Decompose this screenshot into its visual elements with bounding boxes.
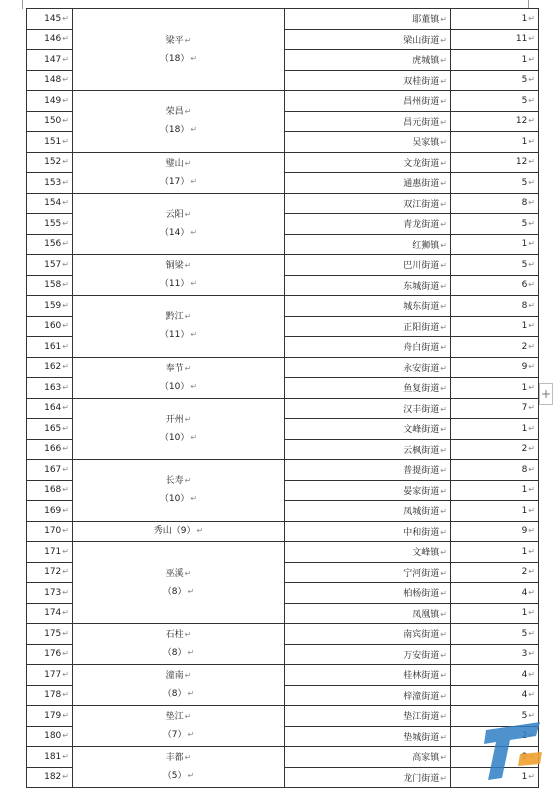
count-cell[interactable]: 1↵ — [451, 9, 539, 30]
town-cell[interactable]: 吴家镇↵ — [285, 132, 451, 153]
county-cell[interactable]: 巫溪↵ （8）↵ — [73, 542, 285, 624]
row-number-cell[interactable]: 182↵ — [27, 767, 73, 788]
table-row — [27, 152, 539, 173]
county-cell[interactable]: 梁平↵ （18）↵ — [73, 9, 285, 91]
county-cell[interactable]: 黔江↵ （11）↵ — [73, 296, 285, 358]
row-number-cell[interactable]: 158↵ — [27, 275, 73, 296]
town-cell[interactable]: 双桂街道↵ — [285, 70, 451, 91]
county-name: 巫溪 — [165, 568, 184, 579]
count-cell[interactable]: 1↵ — [451, 767, 539, 788]
town-cell[interactable]: 桂林街道↵ — [285, 665, 451, 686]
county-total: （10） — [159, 494, 190, 505]
district-table — [26, 8, 539, 788]
county-cell[interactable]: 开州↵ （10）↵ — [73, 398, 285, 460]
county-total: （8） — [162, 689, 187, 699]
row-number-cell[interactable]: 176↵ — [27, 644, 73, 665]
count-cell[interactable]: 1↵ — [451, 480, 539, 501]
county-total: （17） — [159, 176, 190, 187]
town-cell[interactable]: 文峰街道↵ — [285, 419, 451, 440]
county-total: （10） — [159, 432, 190, 443]
count-cell[interactable]: 5↵ — [451, 624, 539, 645]
county-name: 荣昌 — [165, 107, 184, 118]
town-cell[interactable]: 柏杨街道↵ — [285, 583, 451, 604]
row-number-cell[interactable]: 179↵ — [27, 706, 73, 727]
count-cell[interactable]: 2↵ — [451, 337, 539, 358]
count-cell[interactable]: 5↵ — [451, 70, 539, 91]
count-cell[interactable]: 5↵ — [451, 255, 539, 276]
table-row — [27, 9, 539, 30]
count-cell[interactable]: 4↵ — [451, 685, 539, 706]
town-cell[interactable]: 南宾街道↵ — [285, 624, 451, 645]
row-number-cell[interactable]: 152↵ — [27, 152, 73, 173]
town-cell[interactable]: 正阳街道↵ — [285, 316, 451, 337]
count-cell[interactable]: 1↵ — [451, 419, 539, 440]
town-cell[interactable]: 梁山街道↵ — [285, 29, 451, 50]
row-number-cell[interactable]: 169↵ — [27, 501, 73, 522]
town-cell[interactable]: 垫江街道↵ — [285, 706, 451, 727]
county-total: （8） — [162, 648, 187, 658]
table-row — [27, 460, 539, 481]
county-name: 璧山 — [165, 158, 184, 169]
county-total: （8） — [162, 586, 187, 597]
county-name: 垫江 — [165, 712, 184, 722]
county-total: （11） — [159, 330, 190, 341]
table-row — [27, 624, 539, 645]
count-cell[interactable]: 6↵ — [451, 275, 539, 296]
town-cell[interactable]: 耶董镇↵ — [285, 9, 451, 30]
row-number-cell[interactable]: 148↵ — [27, 70, 73, 91]
county-name: 黔江 — [165, 312, 184, 323]
town-cell[interactable]: 青龙街道↵ — [285, 214, 451, 235]
town-cell[interactable]: 中和街道↵ — [285, 521, 451, 542]
county-cell[interactable]: 荣昌↵ （18）↵ — [73, 91, 285, 153]
row-number-cell[interactable]: 153↵ — [27, 173, 73, 194]
count-cell[interactable]: 1↵ — [451, 234, 539, 255]
paragraph-mark: ↵ — [62, 13, 69, 23]
county-cell[interactable]: 奉节↵ （10）↵ — [73, 357, 285, 398]
table-row — [27, 665, 539, 686]
count-cell[interactable]: 5↵ — [451, 214, 539, 235]
count-cell[interactable]: 9↵ — [451, 521, 539, 542]
count-cell[interactable]: 5↵ — [451, 91, 539, 112]
town-cell[interactable]: 梓潼街道↵ — [285, 685, 451, 706]
count-cell[interactable]: 1↵ — [451, 132, 539, 153]
county-total: （9） — [171, 526, 196, 537]
table-row — [27, 521, 539, 542]
logo-orange-shape — [518, 752, 542, 766]
row-number-cell[interactable]: 164↵ — [27, 398, 73, 419]
site-logo-icon — [480, 720, 546, 782]
town-cell[interactable]: 通惠街道↵ — [285, 173, 451, 194]
count-cell[interactable]: 5↵ — [451, 173, 539, 194]
row-number-cell[interactable]: 145↵ — [27, 9, 73, 30]
row-number-cell[interactable]: 177↵ — [27, 665, 73, 686]
town-cell[interactable]: 凤凰镇↵ — [285, 603, 451, 624]
table-row — [27, 542, 539, 563]
town-cell[interactable]: 高家镇↵ — [285, 747, 451, 768]
row-number-cell[interactable]: 166↵ — [27, 439, 73, 460]
count-cell[interactable]: 4↵ — [451, 665, 539, 686]
count-cell[interactable]: 2↵ — [451, 562, 539, 583]
count-cell[interactable]: 7↵ — [451, 398, 539, 419]
row-number-cell[interactable]: 168↵ — [27, 480, 73, 501]
count-cell[interactable]: 8↵ — [451, 460, 539, 481]
table-row — [27, 357, 539, 378]
county-name: 潼南 — [165, 671, 184, 681]
county-total: （18） — [159, 125, 190, 136]
county-cell[interactable]: 秀山（9）↵ — [73, 521, 285, 542]
table-row — [27, 255, 539, 276]
table-row — [27, 398, 539, 419]
count-cell[interactable]: 1↵ — [451, 542, 539, 563]
county-cell[interactable]: 丰都↵ （5）↵ — [73, 747, 285, 788]
row-number-cell[interactable]: 161↵ — [27, 337, 73, 358]
town-cell[interactable]: 舟白街道↵ — [285, 337, 451, 358]
row-number-cell[interactable]: 149↵ — [27, 91, 73, 112]
count-cell[interactable]: 1↵ — [451, 50, 539, 71]
town-cell[interactable]: 东城街道↵ — [285, 275, 451, 296]
count-cell[interactable]: 2↵ — [451, 439, 539, 460]
count-cell[interactable]: 11↵ — [451, 29, 539, 50]
town-cell[interactable]: 文龙街道↵ — [285, 152, 451, 173]
town-cell[interactable]: 城东街道↵ — [285, 296, 451, 317]
margin-corner-mark — [12, 0, 23, 9]
row-number-cell[interactable]: 165↵ — [27, 419, 73, 440]
town-cell[interactable]: 宁河街道↵ — [285, 562, 451, 583]
row-number-cell[interactable]: 175↵ — [27, 624, 73, 645]
table-row — [27, 193, 539, 214]
town-cell[interactable]: 鱼复街道↵ — [285, 378, 451, 399]
county-name: 秀山 — [153, 526, 172, 537]
town-cell[interactable]: 普提街道↵ — [285, 460, 451, 481]
count-cell[interactable]: 12↵ — [451, 152, 539, 173]
count-cell[interactable]: 1↵ — [451, 316, 539, 337]
row-number-cell[interactable]: 159↵ — [27, 296, 73, 317]
county-total: （18） — [159, 53, 190, 64]
table-row — [27, 91, 539, 112]
count-cell[interactable]: 9↵ — [451, 357, 539, 378]
county-total: （14） — [159, 227, 190, 238]
town-cell[interactable]: 昌元街道↵ — [285, 111, 451, 132]
row-number-cell[interactable]: 162↵ — [27, 357, 73, 378]
table-row — [27, 706, 539, 727]
town-cell[interactable]: 汉丰街道↵ — [285, 398, 451, 419]
row-number-cell[interactable]: 155↵ — [27, 214, 73, 235]
county-cell[interactable]: 璧山↵ （17）↵ — [73, 152, 285, 193]
town-cell[interactable]: 龙门街道↵ — [285, 767, 451, 788]
row-number-cell[interactable]: 171↵ — [27, 542, 73, 563]
row-number-cell[interactable]: 154↵ — [27, 193, 73, 214]
table-row — [27, 296, 539, 317]
row-number-cell[interactable]: 151↵ — [27, 132, 73, 153]
town-cell[interactable]: 万安街道↵ — [285, 644, 451, 665]
row-number-cell[interactable]: 163↵ — [27, 378, 73, 399]
county-total: （10） — [159, 381, 190, 392]
table-row — [27, 747, 539, 768]
county-total: （7） — [162, 730, 187, 740]
town-cell[interactable]: 巴川街道↵ — [285, 255, 451, 276]
count-cell[interactable]: 1↵ — [451, 603, 539, 624]
count-cell[interactable]: 1↵ — [451, 378, 539, 399]
county-name: 石柱 — [165, 630, 184, 640]
row-number-cell[interactable]: 180↵ — [27, 726, 73, 747]
county-total: （11） — [159, 279, 190, 289]
row-number-cell[interactable]: 156↵ — [27, 234, 73, 255]
add-row-button[interactable]: + — [539, 383, 553, 405]
town-cell[interactable]: 虎城镇↵ — [285, 50, 451, 71]
row-number-cell[interactable]: 172↵ — [27, 562, 73, 583]
county-cell[interactable]: 垫江↵ （7）↵ — [73, 706, 285, 747]
town-cell[interactable]: 文峰镇↵ — [285, 542, 451, 563]
row-number-cell[interactable]: 181↵ — [27, 747, 73, 768]
town-cell[interactable]: 昌州街道↵ — [285, 91, 451, 112]
county-name: 铜梁 — [165, 261, 184, 271]
county-name: 奉节 — [165, 363, 184, 374]
row-number-cell[interactable]: 170↵ — [27, 521, 73, 542]
county-cell[interactable]: 石柱↵ （8）↵ — [73, 624, 285, 665]
row-number-cell[interactable]: 160↵ — [27, 316, 73, 337]
county-cell[interactable]: 潼南↵ （8）↵ — [73, 665, 285, 706]
town-cell[interactable]: 晏家街道↵ — [285, 480, 451, 501]
county-cell[interactable]: 云阳↵ （14）↵ — [73, 193, 285, 255]
town-cell[interactable]: 双江街道↵ — [285, 193, 451, 214]
town-cell[interactable]: 凤城街道↵ — [285, 501, 451, 522]
town-cell[interactable]: 永安街道↵ — [285, 357, 451, 378]
town-cell[interactable]: 云枫街道↵ — [285, 439, 451, 460]
count-cell[interactable]: 5↵ — [451, 706, 539, 727]
count-cell[interactable]: 8↵ — [451, 193, 539, 214]
count-cell[interactable]: 4↵ — [451, 583, 539, 604]
row-number-cell[interactable]: 167↵ — [27, 460, 73, 481]
row-number-cell[interactable]: 146↵ — [27, 29, 73, 50]
county-cell[interactable]: 铜梁↵ （11）↵ — [73, 255, 285, 296]
county-name: 云阳 — [165, 209, 184, 220]
county-total: （5） — [162, 771, 187, 781]
row-number-cell[interactable]: 147↵ — [27, 50, 73, 71]
row-number-cell[interactable]: 178↵ — [27, 685, 73, 706]
town-cell[interactable]: 红狮镇↵ — [285, 234, 451, 255]
count-cell[interactable]: 8↵ — [451, 296, 539, 317]
town-cell[interactable]: 垫城街道↵ — [285, 726, 451, 747]
logo-blue-shape — [484, 722, 540, 780]
count-cell[interactable]: 3↵ — [451, 644, 539, 665]
count-cell[interactable]: 1↵ — [451, 501, 539, 522]
row-number-cell[interactable]: 150↵ — [27, 111, 73, 132]
row-number-cell[interactable]: 157↵ — [27, 255, 73, 276]
county-cell[interactable]: 长寿↵ （10）↵ — [73, 460, 285, 522]
county-name: 梁平 — [165, 35, 184, 46]
county-name: 丰都 — [165, 753, 184, 763]
county-name: 长寿 — [165, 476, 184, 487]
row-number-cell[interactable]: 174↵ — [27, 603, 73, 624]
count-cell[interactable]: 12↵ — [451, 111, 539, 132]
row-number-cell[interactable]: 173↵ — [27, 583, 73, 604]
county-name: 开州 — [165, 414, 184, 425]
